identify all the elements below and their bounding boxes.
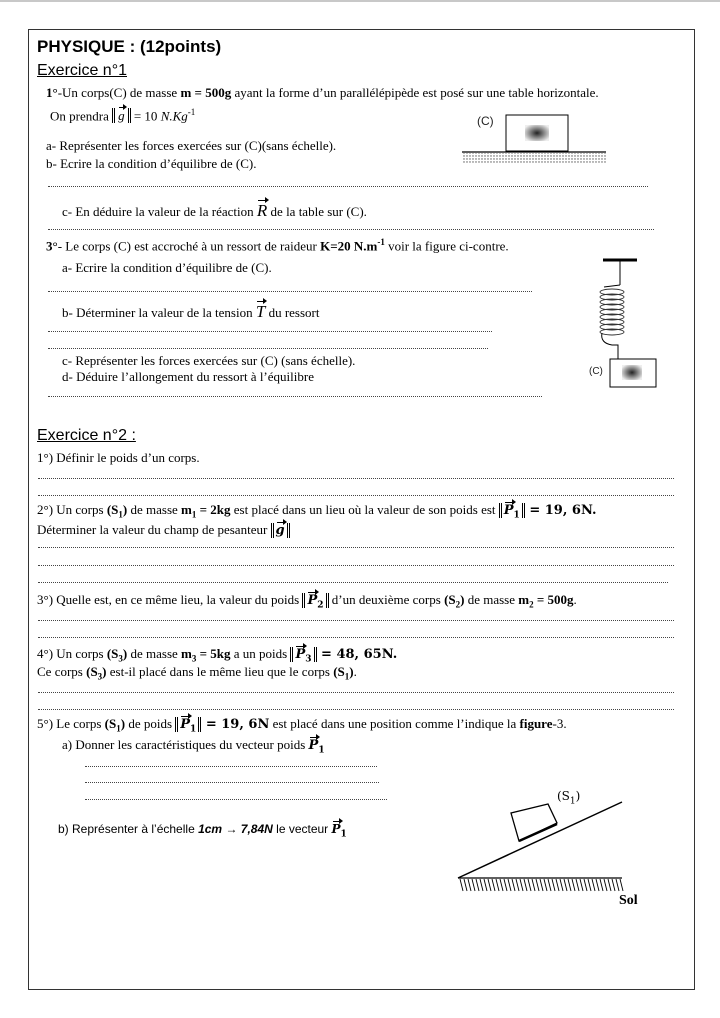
- t-vector-symbol: T: [255, 302, 266, 321]
- p1-sub: 1: [513, 510, 520, 521]
- q2-body-end: ): [122, 502, 128, 517]
- p3-sub: 3: [305, 654, 312, 665]
- q2-c: est placé dans un lieu où la valeur de son poids est: [230, 502, 499, 517]
- ex1-q3: [46, 237, 509, 254]
- q3-b: d’un deuxième corps: [328, 592, 445, 607]
- q3b-prefix: b- Déterminer la valeur de la tension: [62, 305, 256, 320]
- q4l2-body: (S: [86, 664, 98, 679]
- ex2-q3: [37, 592, 577, 611]
- answer-line[interactable]: [48, 396, 542, 397]
- exercise-2-title: Exercice n°2 :: [37, 427, 136, 444]
- ex1-given-g: [50, 107, 195, 124]
- q4l2-body2: (S: [333, 664, 345, 679]
- q4-mass-sub: 3: [191, 653, 197, 664]
- q5-body: (S: [104, 716, 117, 731]
- q2-mass-sub: 1: [191, 509, 197, 520]
- q2-body: (S: [106, 502, 119, 517]
- ex2-q1: 1°) Définir le poids d’un corps.: [37, 450, 200, 465]
- ex1-q1-text-a: -Un corps(C) de masse: [57, 85, 181, 100]
- q4l2-body-end: ): [102, 664, 107, 679]
- q4-body-end: ): [122, 646, 128, 661]
- ex1-q3d: d- Déduire l’allongement du ressort à l’équilibre: [62, 369, 314, 384]
- ex1-q1a: a- Représenter les forces exercées sur (C)(sans échelle).: [46, 138, 337, 153]
- q2-a: 2°) Un corps: [37, 502, 107, 517]
- ex2-q5: [37, 716, 567, 735]
- g-vector-symbol: g: [275, 523, 285, 538]
- q5b-suffix: le vecteur: [272, 822, 332, 836]
- answer-line[interactable]: [38, 478, 674, 479]
- fig3-ground-label: Sol: [619, 893, 638, 908]
- q5-b: de poids: [125, 716, 176, 731]
- ex1-q1b: b- Ecrire la condition d’équilibre de (C).: [46, 156, 257, 171]
- q5-body-end: ): [120, 716, 126, 731]
- q3-body: (S: [444, 592, 456, 607]
- q1c-prefix: c- En déduire la valeur de la réaction: [62, 204, 257, 219]
- ex1-q3-text-a: - Le corps (C) est accroché à un ressort de raideur: [57, 238, 321, 254]
- q3-body-sub: 2: [455, 599, 461, 610]
- ex1-q3a: a- Ecrire la condition d’équilibre de (C).: [62, 260, 272, 275]
- page-title: PHYSIQUE : (12points): [37, 37, 222, 56]
- answer-line[interactable]: [38, 582, 668, 583]
- s1-sub: 1: [569, 796, 576, 807]
- q3-mass-sub: 2: [529, 599, 534, 610]
- given-exponent: -1: [187, 107, 196, 117]
- p3-value: = 48, 65N.: [316, 647, 398, 662]
- s1-end: ): [575, 789, 581, 803]
- q5a-text: a) Donner les caractéristiques du vecteur poids: [62, 737, 309, 752]
- q3-mass-val: = 500g: [533, 592, 574, 607]
- answer-line[interactable]: [48, 186, 648, 187]
- p1-symbol: P: [180, 717, 191, 732]
- q4l2-end: .: [353, 664, 357, 679]
- ex2-q5b: [58, 822, 347, 839]
- given-prefix: On prendra: [50, 108, 113, 124]
- answer-line[interactable]: [38, 637, 674, 638]
- answer-line[interactable]: [48, 348, 488, 349]
- given-unit: N.Kg: [160, 108, 188, 124]
- p1-value: = 19, 6N: [201, 717, 270, 732]
- given-value: = 10: [133, 108, 161, 124]
- q3-body-end: ): [460, 592, 465, 607]
- p1-symbol: P: [503, 503, 514, 518]
- exercise-1-title: Exercice n°1: [37, 62, 127, 79]
- q2-mass-val: = 2kg: [196, 502, 231, 517]
- p2-symbol: P: [307, 593, 318, 608]
- ex2-q5a: [62, 737, 325, 756]
- q2-line2-text: Déterminer la valeur du champ de pesanteur: [37, 522, 271, 537]
- scale-arrow: →: [222, 822, 241, 836]
- ex2-q2: [37, 502, 597, 521]
- q3-c: de masse: [464, 592, 519, 607]
- ex1-q1: [46, 85, 599, 101]
- p1-symbol: P: [308, 738, 319, 753]
- answer-line[interactable]: [38, 565, 674, 566]
- q3-mass: m: [518, 592, 530, 607]
- p1-value: = 19, 6N.: [524, 503, 597, 518]
- answer-line[interactable]: [38, 709, 674, 710]
- q3-a: 3°) Quelle est, en ce même lieu, la valeur du poids: [37, 592, 303, 607]
- ex1-q1-text-b: ayant la forme d’un parallélépipède est posé sur une table horizontale.: [231, 85, 599, 100]
- q4-mass: m: [181, 646, 192, 661]
- q4-c: a un poids: [230, 646, 291, 661]
- p3-symbol: P: [295, 647, 306, 662]
- ex1-q1c: [62, 201, 367, 221]
- q1c-suffix: de la table sur (C).: [267, 204, 367, 219]
- r-vector-symbol: R: [256, 201, 268, 220]
- answer-line[interactable]: [38, 692, 674, 693]
- page-top-edge: [0, 0, 720, 2]
- fig-spring-label: (C): [589, 366, 603, 377]
- q4-mass-val: = 5kg: [196, 646, 231, 661]
- q4-a: 4°) Un corps: [37, 646, 107, 661]
- p1-sub: 1: [340, 829, 347, 840]
- block-on-table-figure: [460, 110, 610, 170]
- s1-label: (S: [557, 789, 570, 803]
- q3b-suffix: du ressort: [265, 305, 320, 320]
- answer-line[interactable]: [48, 229, 654, 230]
- p2-sub: 2: [317, 600, 324, 611]
- q4-body-sub: 3: [118, 653, 123, 664]
- q5-a: 5°) Le corps: [37, 716, 105, 731]
- scale-length: 1cm: [198, 822, 223, 836]
- p1-symbol: P: [331, 822, 341, 836]
- g-vector-symbol: g: [118, 108, 125, 124]
- answer-line[interactable]: [85, 766, 377, 767]
- answer-line[interactable]: [38, 547, 674, 548]
- q4l2-b: est-il placé dans le même lieu que le corps: [106, 664, 334, 679]
- q4l2-a: Ce corps: [37, 664, 87, 679]
- ex2-q4: [37, 646, 397, 665]
- figure-num: -3.: [552, 716, 567, 731]
- ex2-q4-line2: [37, 664, 357, 682]
- answer-line[interactable]: [38, 620, 674, 621]
- stiffness-exponent: -1: [377, 237, 385, 247]
- answer-line[interactable]: [48, 331, 492, 332]
- q4-b: de masse: [127, 646, 182, 661]
- q4l2-body2-end: ): [349, 664, 354, 679]
- ex1-q3-text-b: voir la figure ci-contre.: [384, 238, 509, 254]
- ex1-q3-num: 3°: [46, 238, 58, 254]
- ex1-q1-num: 1°: [46, 85, 58, 100]
- p1-sub: 1: [318, 745, 325, 756]
- answer-line[interactable]: [85, 799, 387, 800]
- q3-end: .: [573, 592, 577, 607]
- p1-sub: 1: [190, 724, 197, 735]
- q4l2-body-sub: 3: [97, 671, 103, 682]
- q2-body-sub: 1: [118, 509, 123, 520]
- scale-force: 7,84N: [240, 822, 273, 836]
- q2-b: de masse: [127, 502, 182, 517]
- answer-line[interactable]: [48, 291, 532, 292]
- ex1-q3c: c- Représenter les forces exercées sur (C) (sans échelle).: [62, 353, 356, 368]
- q5-c: est placé dans une position comme l’indique la: [269, 716, 520, 731]
- spring-stiffness: K=20 N.m: [320, 238, 378, 254]
- figure-ref: figure: [519, 716, 553, 731]
- q5b-text: b) Représenter à l’échelle: [58, 822, 199, 836]
- answer-line[interactable]: [38, 495, 674, 496]
- answer-line[interactable]: [85, 782, 379, 783]
- q4l2-body2-sub: 1: [344, 671, 350, 682]
- q2-mass: m: [181, 502, 192, 517]
- ex2-q2-line2: [37, 522, 290, 538]
- fig-table-label: (C): [477, 114, 494, 128]
- p1-norm: [499, 503, 525, 521]
- q4-body: (S: [106, 646, 119, 661]
- q5-body-sub: 1: [116, 723, 121, 734]
- ex1-q3b: [62, 302, 319, 322]
- ex1-q1-mass: m = 500g: [180, 85, 232, 100]
- fig3-body-label: [557, 789, 580, 806]
